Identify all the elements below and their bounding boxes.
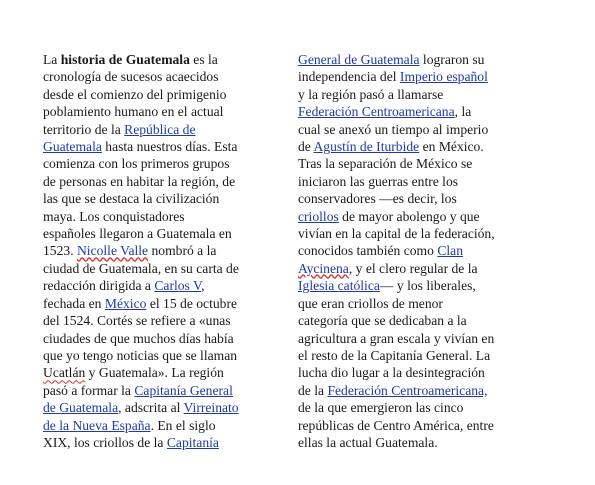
right-text-line xyxy=(298,121,520,138)
link-capitania[interactable]: Capitanía xyxy=(166,434,219,450)
text-run: lograron su xyxy=(419,52,485,67)
left-text-line xyxy=(43,86,268,103)
left-text-line xyxy=(43,103,268,120)
link-de-la-nueva-espana[interactable]: de la Nueva España xyxy=(43,417,151,433)
left-text-line xyxy=(43,138,268,155)
text-run: cronología de sucesos acaecidos xyxy=(43,69,219,85)
right-text-line xyxy=(298,51,520,68)
text-run: y la región pasó a llamarse xyxy=(298,86,444,102)
left-text-line xyxy=(43,364,268,381)
text-run: categoría que se dedicaban a la xyxy=(298,313,467,329)
right-text-line xyxy=(298,417,520,434)
text-run: . En el siglo xyxy=(150,417,216,433)
bold-term: historia de Guatemala xyxy=(60,52,190,67)
link-mexico[interactable]: México xyxy=(104,295,147,311)
text-run: 1523. xyxy=(43,243,77,259)
right-column xyxy=(298,51,520,451)
link-general-de-guatemala[interactable]: General de Guatemala xyxy=(298,52,420,67)
left-text-line xyxy=(43,121,268,138)
right-text-line xyxy=(298,68,520,85)
link-clan[interactable]: Clan xyxy=(437,243,463,259)
text-run: cual se anexó un tiempo al imperio xyxy=(298,121,489,137)
link-nicolle-valle[interactable]: Nicolle Valle xyxy=(76,243,149,259)
link-virreinato[interactable]: Virreinato xyxy=(183,400,239,416)
text-run: nombró a la xyxy=(148,243,217,259)
link-republica-de[interactable]: República de xyxy=(124,121,196,137)
right-text-line xyxy=(298,295,520,312)
text-run: que yo tengo noticias que se llaman xyxy=(43,347,238,363)
link-iglesia-catolica[interactable]: Iglesia católica xyxy=(298,278,380,294)
left-text-line xyxy=(43,312,268,329)
text-run: de la que emergieron las cinco xyxy=(298,400,464,416)
text-run: XIX, los criollos de la xyxy=(43,434,167,450)
link-federacion-centroamericana[interactable]: Federación Centroamericana, xyxy=(327,382,488,398)
text-run: desde el comienzo del primigenio xyxy=(43,86,227,102)
right-text-line xyxy=(298,173,520,190)
text-run: de la xyxy=(298,382,328,398)
text-run: de mayor abolengo y que xyxy=(338,208,480,224)
right-text-line xyxy=(298,138,520,155)
text-run: lucha dio lugar a la desintegración xyxy=(298,365,485,381)
left-text-line xyxy=(43,399,268,416)
text-run: poblamiento humano en el actual xyxy=(43,104,224,120)
text-run: independencia del xyxy=(298,69,400,85)
text-run: ciudad de Guatemala, en su carta de xyxy=(43,260,239,276)
text-run: de xyxy=(298,139,314,155)
text-run: vivían en la capital de la federación, xyxy=(298,226,495,242)
link-aycinena[interactable]: Aycinena xyxy=(298,260,349,276)
text-run: maya. Los conquistadores xyxy=(43,208,185,224)
text-run: las que se destaca la civilización xyxy=(43,191,220,207)
right-text-line xyxy=(298,190,520,207)
left-text-line xyxy=(43,208,268,225)
left-text-line xyxy=(43,382,268,399)
text-run: el resto de la Capitanía General. La xyxy=(298,347,491,363)
left-text-line xyxy=(43,277,268,294)
right-text-line xyxy=(298,86,520,103)
right-text-line xyxy=(298,277,520,294)
link-criollos[interactable]: criollos xyxy=(298,208,339,224)
right-text-line xyxy=(298,382,520,399)
left-text-line xyxy=(43,242,268,259)
text-run: , xyxy=(201,278,205,294)
link-agustin-de-iturbide[interactable]: Agustín de Iturbide xyxy=(313,139,420,155)
text-run: ciudades de que muchos días había xyxy=(43,330,234,346)
text-run: españoles llegaron a Guatemala en xyxy=(43,226,232,242)
right-text-line xyxy=(298,312,520,329)
right-text-line xyxy=(298,225,520,242)
link-de-guatemala[interactable]: de Guatemala xyxy=(43,400,119,416)
text-run: de personas en habitar la región, de xyxy=(43,173,236,189)
text-run: y Guatemala». La región xyxy=(85,365,224,381)
text-run: redacción dirigida a xyxy=(43,278,155,294)
text-run: , adscrita al xyxy=(118,400,184,416)
text-run: territorio de la xyxy=(43,121,125,137)
text-run: es la xyxy=(189,52,218,67)
text-run: fechada en xyxy=(43,295,105,311)
text-run: que eran criollos de menor xyxy=(298,295,443,311)
text-run: el 15 de octubre xyxy=(146,295,238,311)
right-text-line xyxy=(298,434,520,451)
left-text-line xyxy=(43,51,268,68)
right-text-line xyxy=(298,330,520,347)
left-column xyxy=(43,51,268,451)
text-run: comienza con los primeros grupos xyxy=(43,156,230,172)
left-text-line xyxy=(43,173,268,190)
left-text-line xyxy=(43,155,268,172)
text-run: La xyxy=(43,52,61,67)
left-text-line xyxy=(43,225,268,242)
right-text-line xyxy=(298,347,520,364)
right-text-line xyxy=(298,242,520,259)
text-run: — y los liberales, xyxy=(379,278,476,294)
text-run: del 1524. Cortés se refiere a «unas xyxy=(43,313,231,329)
text-run: ellas la actual Guatemala. xyxy=(298,434,438,450)
left-text-line xyxy=(43,330,268,347)
right-text-line xyxy=(298,260,520,277)
misspelled-word: Ucatlán xyxy=(43,365,86,381)
link-federacion-centroamericana[interactable]: Federación Centroamericana xyxy=(298,104,455,120)
text-run: pasó a formar la xyxy=(43,382,135,398)
left-text-line xyxy=(43,347,268,364)
link-capitania-general[interactable]: Capitanía General xyxy=(134,382,233,398)
left-text-line xyxy=(43,417,268,434)
right-text-line xyxy=(298,155,520,172)
text-run: agricultura a gran escala y vivían en xyxy=(298,330,495,346)
text-run: hasta nuestros días. Esta xyxy=(101,139,238,155)
text-run: conocidos también como xyxy=(298,243,438,259)
left-text-line xyxy=(43,190,268,207)
text-run: en México. xyxy=(419,139,484,155)
right-text-line xyxy=(298,364,520,381)
right-text-line xyxy=(298,399,520,416)
text-run: , la xyxy=(454,104,472,120)
text-run: conservadores —es decir, los xyxy=(298,191,457,207)
text-run: repúblicas de Centro América, entre xyxy=(298,417,494,433)
left-text-line xyxy=(43,295,268,312)
left-text-line xyxy=(43,68,268,85)
right-text-line xyxy=(298,103,520,120)
text-run: iniciaron las guerras entre los xyxy=(298,173,459,189)
link-guatemala[interactable]: Guatemala xyxy=(43,139,102,155)
left-text-line xyxy=(43,434,268,451)
left-text-line xyxy=(43,260,268,277)
link-carlos-v[interactable]: Carlos V xyxy=(154,278,202,294)
link-imperio-espanol[interactable]: Imperio español xyxy=(399,69,488,85)
text-run: , y el clero regular de la xyxy=(348,260,478,276)
right-text-line xyxy=(298,208,520,225)
text-run: Tras la separación de México se xyxy=(298,156,473,172)
